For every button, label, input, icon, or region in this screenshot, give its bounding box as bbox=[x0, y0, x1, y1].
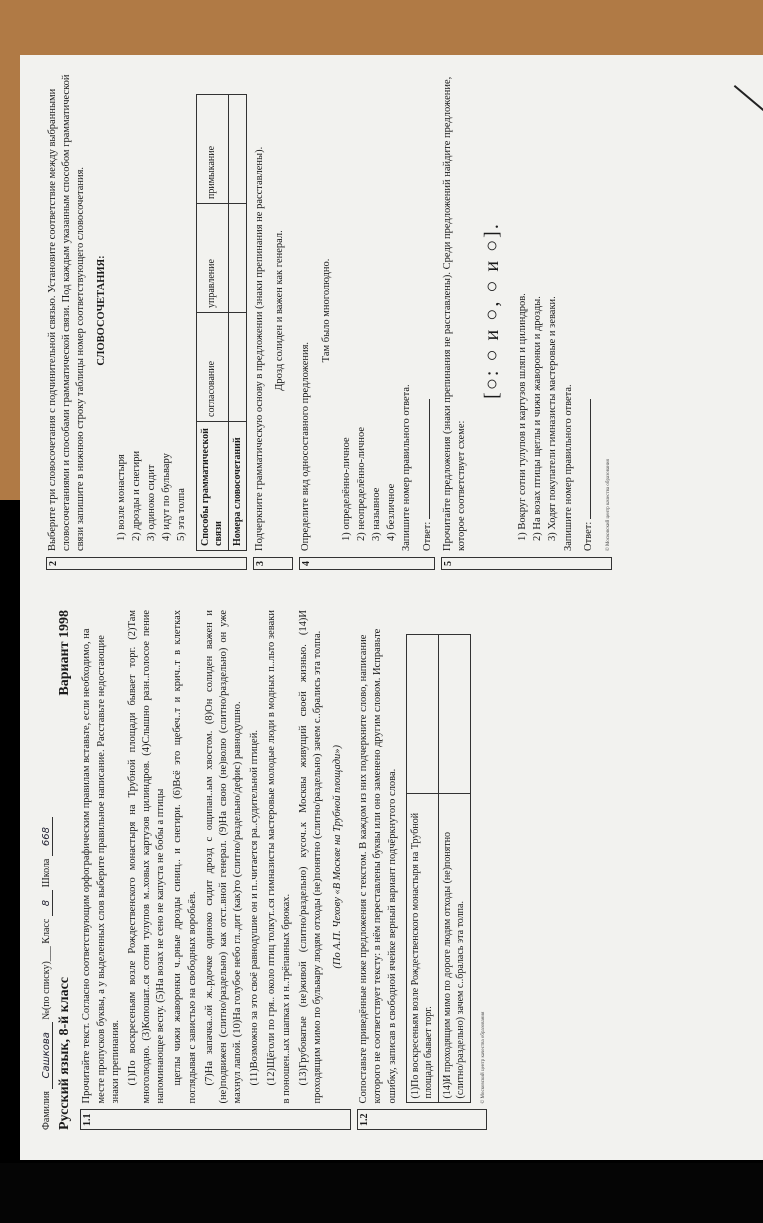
task-5 bbox=[441, 70, 612, 570]
table-row bbox=[438, 635, 470, 1103]
right-column bbox=[40, 70, 612, 570]
option-item: 2) На возах птицы щеглы и чижи жаворонки и дрозды. bbox=[532, 296, 544, 541]
table-row bbox=[406, 635, 438, 1103]
task-body bbox=[441, 70, 612, 551]
table-header: согласование bbox=[196, 313, 228, 422]
dark-background bbox=[0, 1163, 763, 1223]
option-item: 3) Ходят покупатели гимназисты мастеровые и зеваки. bbox=[547, 296, 559, 541]
task-number: 4 bbox=[299, 557, 434, 570]
list-item: 3) одиноко сидит bbox=[146, 464, 158, 541]
text-paragraph: (11)Возможно за это своё равнодушие он и п..читается ра..судительной птицей. bbox=[249, 730, 261, 1086]
task-instruction: Прочитайте предложения (знаки препинания не расставлены). Среди предложений найдите предложение, которое соответствует схеме: bbox=[441, 76, 467, 551]
task-number: 1.2 bbox=[357, 1110, 487, 1131]
title-row bbox=[56, 610, 75, 1130]
task-instruction: Подчеркните грамматическую основу в предложении (знаки препинания не расставлены). bbox=[254, 146, 266, 551]
option-item: 4) безличное bbox=[386, 483, 398, 541]
answer-cell[interactable] bbox=[406, 635, 438, 794]
task-body bbox=[299, 70, 434, 551]
answer-row bbox=[421, 70, 435, 551]
answer-label: Ответ: bbox=[421, 521, 433, 551]
task-2 bbox=[46, 70, 247, 570]
table-cell: (14)И проходящим мимо по дороге людям отходы (не)понятно (слитно/раздельно) зачем с..бралась эта толпа. bbox=[438, 794, 470, 1103]
table-cell: (1)По воскресеньям возле Рождественского монастыря на Трубной площади бывает торг. bbox=[406, 794, 438, 1103]
answer-field[interactable] bbox=[429, 399, 430, 519]
class-label: Класс bbox=[41, 918, 52, 944]
task-number: 5 bbox=[441, 557, 612, 570]
table-header: Способы грамматической связи bbox=[196, 422, 228, 551]
text-paragraph: (13)Грубоватые (не)живой (слитно/раздельно) кусоч..к Москвы живущий своей жизнью. (14)И проходящим мимо по бульвару людям отходы (не)понятно (слитно/раздельно) зачем с..брались эта толпа. bbox=[297, 610, 323, 1104]
task-instruction: Прочитайте текст. Согласно соответствующим орфографическим правилам вставьте, если необходимо, на месте пропусков буквы, а у выделенных слов выберите правильное написание. Расставьте недостающие знаки препинания. bbox=[81, 628, 121, 1104]
task-4 bbox=[299, 70, 434, 570]
class-value: 8 bbox=[41, 890, 53, 916]
answer-label: Ответ: bbox=[582, 521, 594, 551]
page-footer: © Московский центр качества образования bbox=[605, 459, 611, 551]
page-footer: © Московский центр качества образования bbox=[480, 1011, 486, 1104]
task-3 bbox=[253, 70, 293, 570]
text-paragraph: щеглы чижи жаворонки ч..рные дрозды синиц.. и снегири. (6)Всё это щебеч..т и крич..т в клетках поглядывая с завистью на свободных воробьёв. bbox=[172, 610, 198, 1104]
list-item: 2) дрозды и снегири bbox=[130, 450, 142, 541]
surname-label: Фамилия bbox=[41, 1091, 52, 1130]
table-header: управление bbox=[196, 204, 228, 313]
school-value: 668 bbox=[41, 817, 53, 856]
text-paragraph: (7)На запачка..ой ж..рдочке одиноко сидит дрозд с ощипан..ым хвостом. (8)Он солиден важен и (не)подвижен (слитно/раздельно) как отст..вной генерал. (9)На свою (не)волю (слитно/раздельно) он уже махнул лапой. (10)На голубое небо гл..дит (как)то (слитно/раздельно/дефис) равнодушно. bbox=[203, 610, 244, 1104]
left-column bbox=[40, 610, 487, 1130]
task-body bbox=[357, 610, 487, 1104]
variant-title: Вариант 1998 bbox=[56, 610, 72, 696]
text-paragraph: (12)Щёголи по гря.. около птиц толкут..ся гимназисты мастеровые молодые люди в модных п..льто зеваки в поношен..ых шапках и н..трёпанных брюках. bbox=[266, 610, 292, 1104]
task-1-2 bbox=[357, 610, 487, 1130]
task-body bbox=[80, 610, 351, 1104]
write-instruction: Запишите номер правильного ответа. bbox=[401, 384, 413, 551]
task-instruction: Сопоставьте приведённые ниже предложения с текстом. В каждом из них подчеркните слово, написание которого не соответствует тексту: в нём переставлены буквы или оно заменено другим словом. Исправьте ошибку, записав в свободной ячейке верный вариант подчёркнутого слова. bbox=[358, 628, 398, 1104]
option-item: 3) назывное bbox=[371, 487, 383, 541]
rotated-document bbox=[20, 55, 763, 1160]
list-item: 4) идут по бульвару bbox=[161, 453, 173, 541]
subject-title: Русский язык, 8-й класс bbox=[56, 976, 72, 1130]
answer-row bbox=[582, 70, 596, 551]
list-item: 1) возле монастыря bbox=[115, 454, 127, 541]
table-header: Номера словосочетаний bbox=[228, 422, 247, 551]
school-label: Школа bbox=[41, 858, 52, 888]
task-number: 3 bbox=[253, 557, 293, 570]
task-sentence: Там было многолюдно. bbox=[320, 258, 332, 363]
option-item: 1) определённо-личное bbox=[340, 437, 352, 541]
section-heading: СЛОВОСОЧЕТАНИЯ: bbox=[95, 255, 107, 366]
task-body bbox=[46, 70, 247, 551]
header-line: Фамилия Сашкова №(по списку)___ Класс 8 Школа 668 bbox=[40, 610, 54, 1130]
table-row bbox=[228, 95, 247, 551]
answer-cell[interactable] bbox=[438, 635, 470, 794]
option-item: 1) Вокруг сотни тулупов и картузов шляп и цилиндров. bbox=[517, 293, 529, 541]
option-item: 2) неопределённо-личное bbox=[355, 427, 367, 541]
table-header: примыкание bbox=[196, 95, 228, 204]
task-number: 1.1 bbox=[80, 1110, 351, 1131]
answer-cell[interactable] bbox=[228, 204, 247, 313]
text-paragraph: (1)По воскресеньям возле Рождественского монастыря на Трубной площади бывает торг. (2)Там многолюдно. (3)Копошат..ся сотни тулупов м..ховых картузов цилиндров. (4)Слышно разн..голосое пение напоминающее весну. (5)На возах не сено не капуста не бобы а птицы bbox=[126, 610, 167, 1104]
task-instruction: Определите вид односоставного предложения. bbox=[300, 341, 312, 551]
connection-table bbox=[196, 94, 248, 551]
table-row bbox=[196, 95, 228, 551]
number-label: №(по списку) bbox=[41, 961, 52, 1020]
task-sentence: Дрозд солиден и важен как генерал. bbox=[274, 230, 286, 391]
surname-value: Сашкова bbox=[41, 1022, 53, 1088]
table-surface-top bbox=[0, 0, 763, 60]
task-body bbox=[253, 70, 293, 551]
task-number: 2 bbox=[46, 557, 247, 570]
task-1-1 bbox=[80, 610, 351, 1130]
correction-table bbox=[406, 635, 471, 1104]
list-item: 5) эта толпа bbox=[176, 488, 188, 541]
answer-cell[interactable] bbox=[228, 95, 247, 204]
task-instruction: Выберите три словосочетания с подчинительной связью. Установите соответствие между выбранными словосочетаниями и способами грамматической связи. Под каждым указанным способом грамматической связи запишите в нижнюю строку таблицы номер соответствующего словосочетания. bbox=[47, 74, 87, 551]
answer-cell[interactable] bbox=[228, 313, 247, 422]
text-source: (По А.П. Чехову «В Москве на Трубной площади») bbox=[332, 744, 344, 969]
answer-field[interactable] bbox=[590, 399, 591, 519]
sentence-scheme: [○: ○ и ○, ○ и ○]. bbox=[481, 222, 504, 399]
write-instruction: Запишите номер правильного ответа. bbox=[562, 384, 574, 551]
